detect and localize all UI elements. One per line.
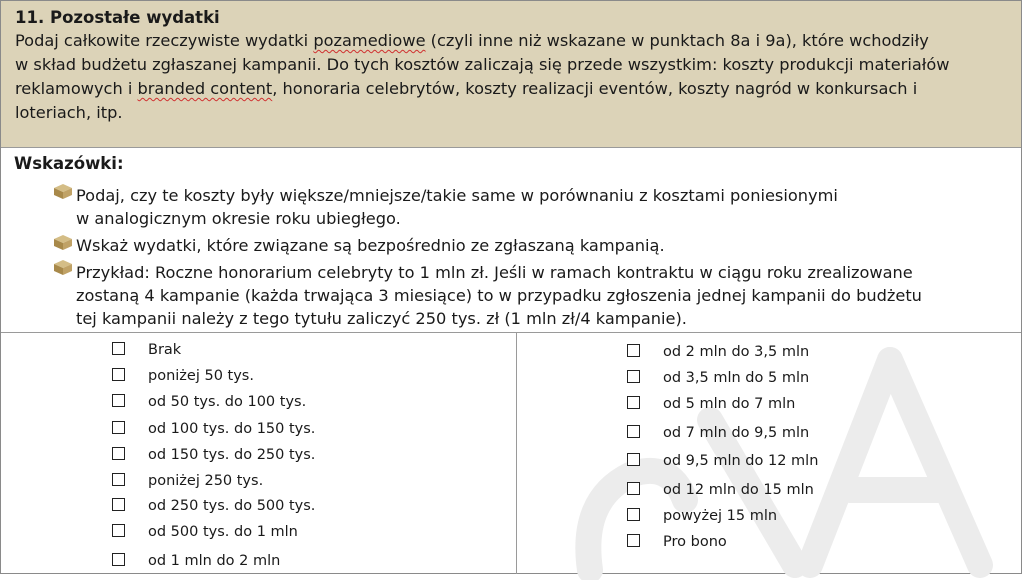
empty-checkbox-icon[interactable] [627, 534, 640, 547]
empty-checkbox-icon[interactable] [627, 482, 640, 495]
empty-checkbox-icon[interactable] [627, 508, 640, 521]
tip-text: tej kampanii należy z tego tytułu zaliczyć 250 tys. zł (1 mln zł/4 kampanie). [76, 309, 687, 328]
tip-text: zostaną 4 kampanie (każda trwająca 3 miesiące) to w przypadku zgłoszenia jednej kampanii do budżetu [76, 286, 922, 305]
tip-2 [76, 234, 986, 257]
empty-checkbox-icon[interactable] [112, 342, 125, 355]
section-divider [1, 332, 1021, 333]
checkbox-label: od 5 mln do 7 mln [663, 396, 796, 412]
section-description [15, 29, 1007, 125]
checkbox-label: poniżej 250 tys. [148, 473, 264, 489]
empty-checkbox-icon[interactable] [627, 370, 640, 383]
checkbox-label: od 100 tys. do 150 tys. [148, 421, 316, 437]
desc-text: , honoraria celebrytów, koszty realizacji eventów, koszty nagród w konkursach i [272, 79, 918, 98]
empty-checkbox-icon[interactable] [112, 473, 125, 486]
desc-text: Podaj całkowite rzeczywiste wydatki [15, 31, 314, 50]
checkbox-label: od 50 tys. do 100 tys. [148, 394, 307, 410]
checkbox-label: poniżej 50 tys. [148, 368, 254, 384]
desc-text: (czyli inne niż wskazane w punktach 8a i 9a), które wchodziły [425, 31, 929, 50]
tips-title: Wskazówki: [14, 154, 124, 173]
empty-checkbox-icon[interactable] [627, 453, 640, 466]
checkbox-label: od 150 tys. do 250 tys. [148, 447, 316, 463]
empty-checkbox-icon[interactable] [112, 498, 125, 511]
checkbox-label: od 2 mln do 3,5 mln [663, 344, 810, 360]
checkbox-label: od 3,5 mln do 5 mln [663, 370, 810, 386]
checkbox-label: od 250 tys. do 500 tys. [148, 498, 316, 514]
tip-text: Podaj, czy te koszty były większe/mniejsze/takie same w porównaniu z kosztami poniesionymi [76, 186, 838, 205]
gold-cube-bullet-icon [52, 182, 74, 200]
desc-text-spellcheck: branded content [137, 79, 273, 98]
tip-text: Przykład: Roczne honorarium celebryty to 1 mln zł. Jeśli w ramach kontraktu w ciągu roku zrealizowane [76, 263, 913, 282]
checkbox-label: Brak [148, 342, 182, 358]
checkbox-label: powyżej 15 mln [663, 508, 778, 524]
desc-text: loteriach, itp. [15, 103, 123, 122]
tip-3 [76, 261, 986, 330]
empty-checkbox-icon[interactable] [627, 425, 640, 438]
gold-cube-bullet-icon [52, 233, 74, 251]
section-title: 11. Pozostałe wydatki [15, 8, 220, 27]
tip-text: Wskaż wydatki, które związane są bezpośrednio ze zgłaszaną kampanią. [76, 236, 665, 255]
empty-checkbox-icon[interactable] [627, 396, 640, 409]
empty-checkbox-icon[interactable] [112, 553, 125, 566]
column-divider [516, 333, 517, 574]
tip-text: w analogicznym okresie roku ubiegłego. [76, 209, 401, 228]
desc-text-spellcheck: pozamediowe [313, 31, 426, 50]
empty-checkbox-icon[interactable] [112, 447, 125, 460]
checkbox-label: od 500 tys. do 1 mln [148, 524, 298, 540]
empty-checkbox-icon[interactable] [627, 344, 640, 357]
gold-cube-bullet-icon [52, 258, 74, 276]
tip-1 [76, 184, 986, 230]
desc-text: reklamowych i [15, 79, 138, 98]
empty-checkbox-icon[interactable] [112, 368, 125, 381]
empty-checkbox-icon[interactable] [112, 421, 125, 434]
checkbox-label: Pro bono [663, 534, 727, 550]
empty-checkbox-icon[interactable] [112, 524, 125, 537]
checkbox-label: od 7 mln do 9,5 mln [663, 425, 810, 441]
desc-text: w skład budżetu zgłaszanej kampanii. Do tych kosztów zaliczają się przede wszystkim: koszty produkcji materiałów [15, 55, 950, 74]
checkbox-label: od 1 mln do 2 mln [148, 553, 281, 569]
checkbox-label: od 9,5 mln do 12 mln [663, 453, 819, 469]
section-header [1, 1, 1021, 148]
checkbox-label: od 12 mln do 15 mln [663, 482, 814, 498]
empty-checkbox-icon[interactable] [112, 394, 125, 407]
